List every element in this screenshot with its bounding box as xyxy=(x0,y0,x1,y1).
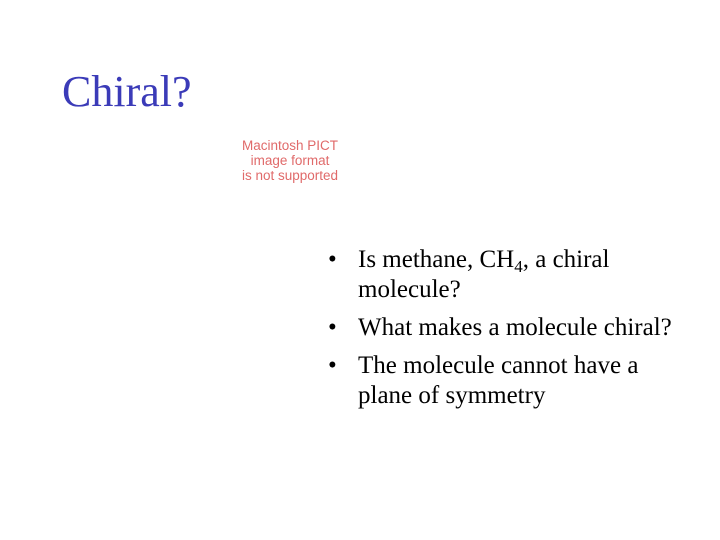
bullet-text: The molecule cannot have a plane of symmetry xyxy=(358,352,639,409)
bullet-dot: • xyxy=(328,314,337,341)
bullet-list xyxy=(328,245,698,419)
slide-title: Chiral? xyxy=(62,67,192,116)
bullet-text-part: Is methane, CH xyxy=(358,246,515,273)
image-unsupported-placeholder xyxy=(228,138,352,194)
bullet-text: What makes a molecule chiral? xyxy=(358,314,672,341)
placeholder-line: Macintosh PICT xyxy=(241,138,339,153)
placeholder-line: is not supported xyxy=(241,168,339,183)
bullet-item xyxy=(328,245,698,305)
bullet-dot: • xyxy=(328,246,337,273)
placeholder-line: image format xyxy=(250,153,330,168)
bullet-item xyxy=(328,313,698,343)
bullet-item xyxy=(328,351,698,411)
bullet-dot: • xyxy=(328,352,337,379)
bullet-text xyxy=(358,246,609,303)
subscript: 4 xyxy=(514,257,523,276)
bullet-text-part: , a chiral molecule? xyxy=(358,246,610,303)
